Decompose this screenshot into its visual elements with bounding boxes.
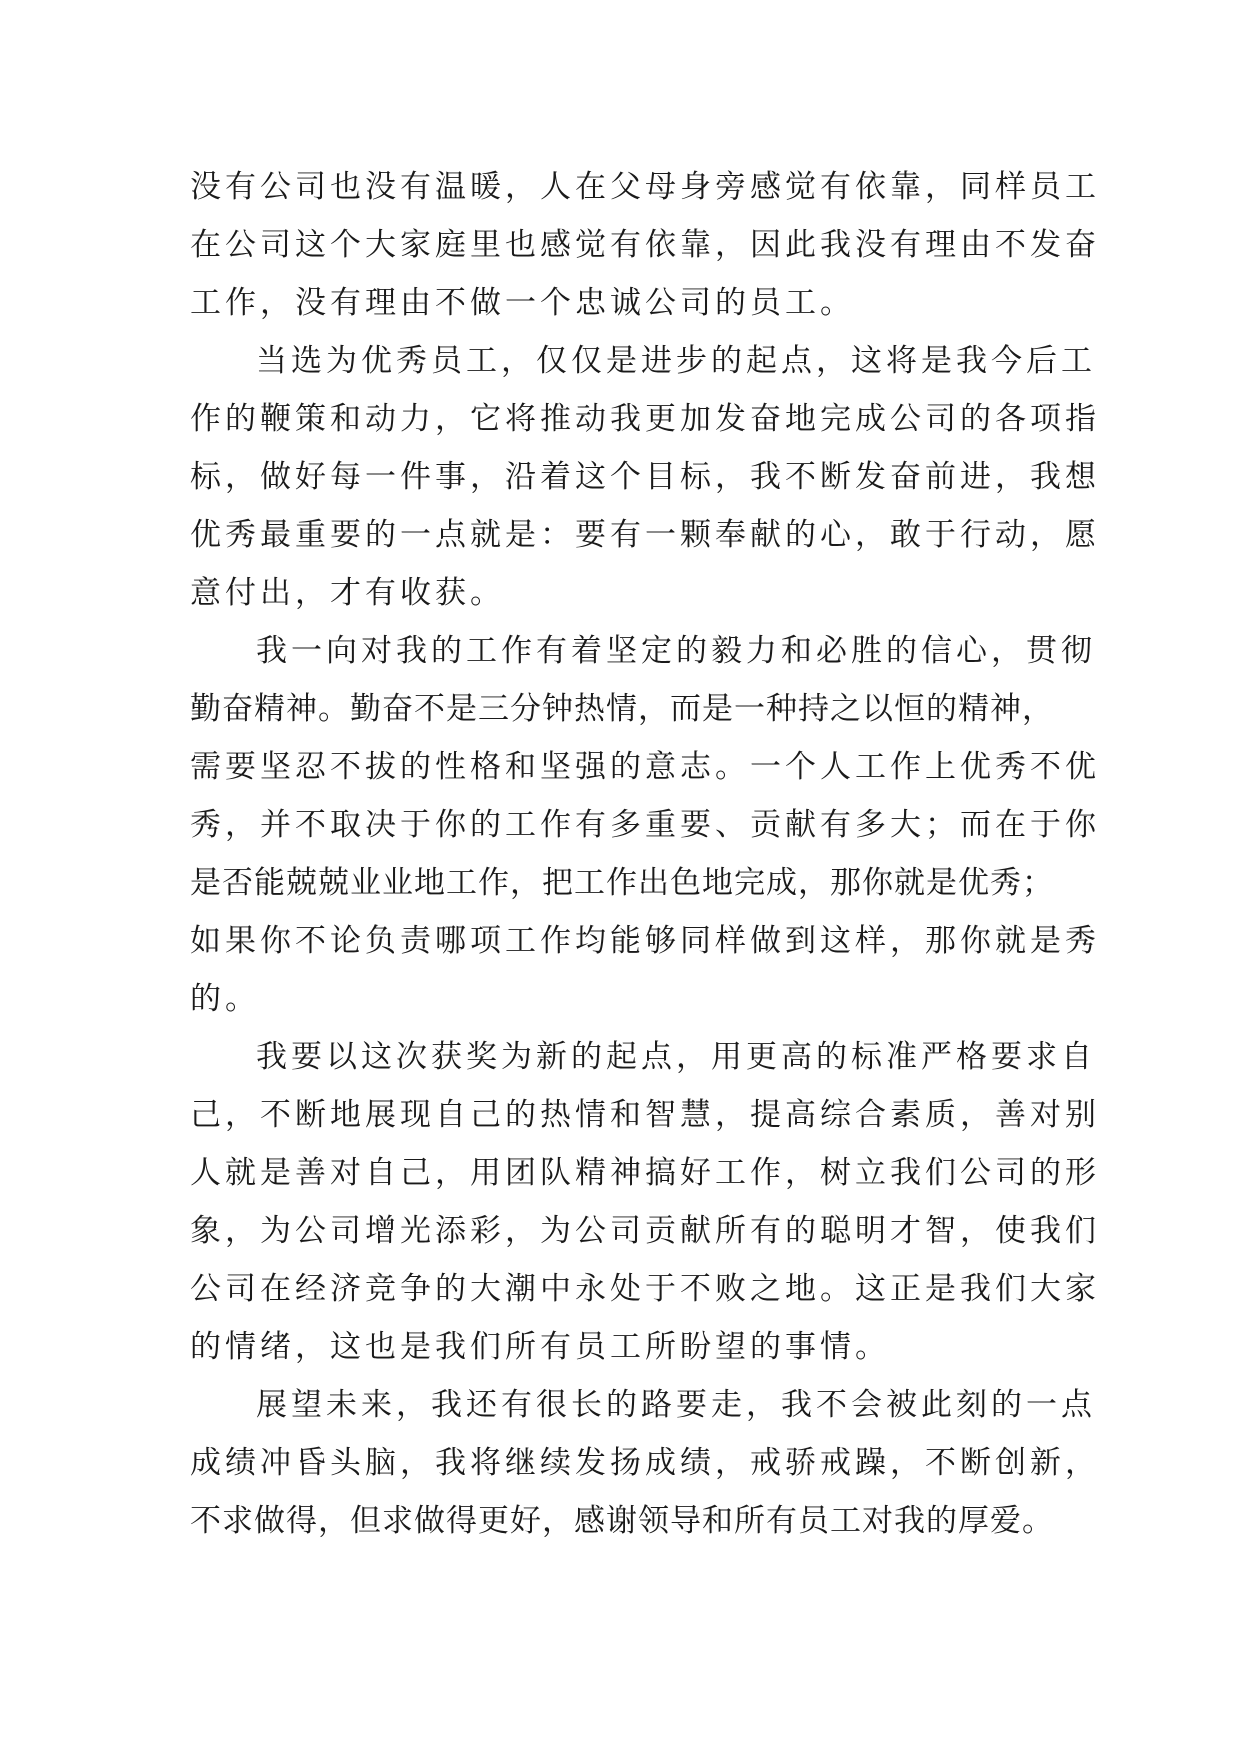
text-line: 标，做好每一件事，沿着这个目标，我不断发奋前进，我想 [190,459,1100,495]
text-line: 是否能兢兢业业地工作，把工作出色地完成，那你就是优秀； [190,865,1054,901]
text-line: 没有公司也没有温暖，人在父母身旁感觉有依靠，同样员工 [190,169,1100,205]
text-line: 成绩冲昏头脑，我将继续发扬成绩，戒骄戒躁，不断创新， [190,1445,1100,1481]
text-line: 公司在经济竞争的大潮中永处于不败之地。这正是我们大家 [190,1271,1100,1307]
paragraph-first-line: 我一向对我的工作有着坚定的毅力和必胜的信心，贯彻 [256,633,1096,669]
text-line: 秀，并不取决于你的工作有多重要、贡献有多大；而在于你 [190,807,1100,843]
text-line: 如果你不论负责哪项工作均能够同样做到这样，那你就是秀 [190,923,1100,959]
text-line: 的情绪，这也是我们所有员工所盼望的事情。 [190,1329,890,1365]
text-line: 不求做得，但求做得更好，感谢领导和所有员工对我的厚爱。 [190,1503,1054,1539]
document-body [190,158,1100,1550]
text-line: 在公司这个大家庭里也感觉有依靠，因此我没有理由不发奋 [190,227,1100,263]
text-line: 作的鞭策和动力，它将推动我更加发奋地完成公司的各项指 [190,401,1100,437]
text-line: 象，为公司增光添彩，为公司贡献所有的聪明才智，使我们 [190,1213,1100,1249]
paragraph-first-line: 当选为优秀员工，仅仅是进步的起点，这将是我今后工 [256,343,1096,379]
text-line: 己，不断地展现自己的热情和智慧，提高综合素质，善对别 [190,1097,1100,1133]
text-line: 的。 [190,981,260,1017]
text-line: 优秀最重要的一点就是：要有一颗奉献的心，敢于行动，愿 [190,517,1100,553]
paragraph-first-line: 我要以这次获奖为新的起点，用更高的标准严格要求自 [256,1039,1096,1075]
paragraph-first-line: 展望未来，我还有很长的路要走，我不会被此刻的一点 [256,1387,1096,1423]
text-line: 勤奋精神。勤奋不是三分钟热情，而是一种持之以恒的精神， [190,691,1054,727]
text-line: 需要坚忍不拔的性格和坚强的意志。一个人工作上优秀不优 [190,749,1100,785]
text-line: 人就是善对自己，用团队精神搞好工作，树立我们公司的形 [190,1155,1100,1191]
text-line: 工作，没有理由不做一个忠诚公司的员工。 [190,285,855,321]
text-line: 意付出，才有收获。 [190,575,505,611]
